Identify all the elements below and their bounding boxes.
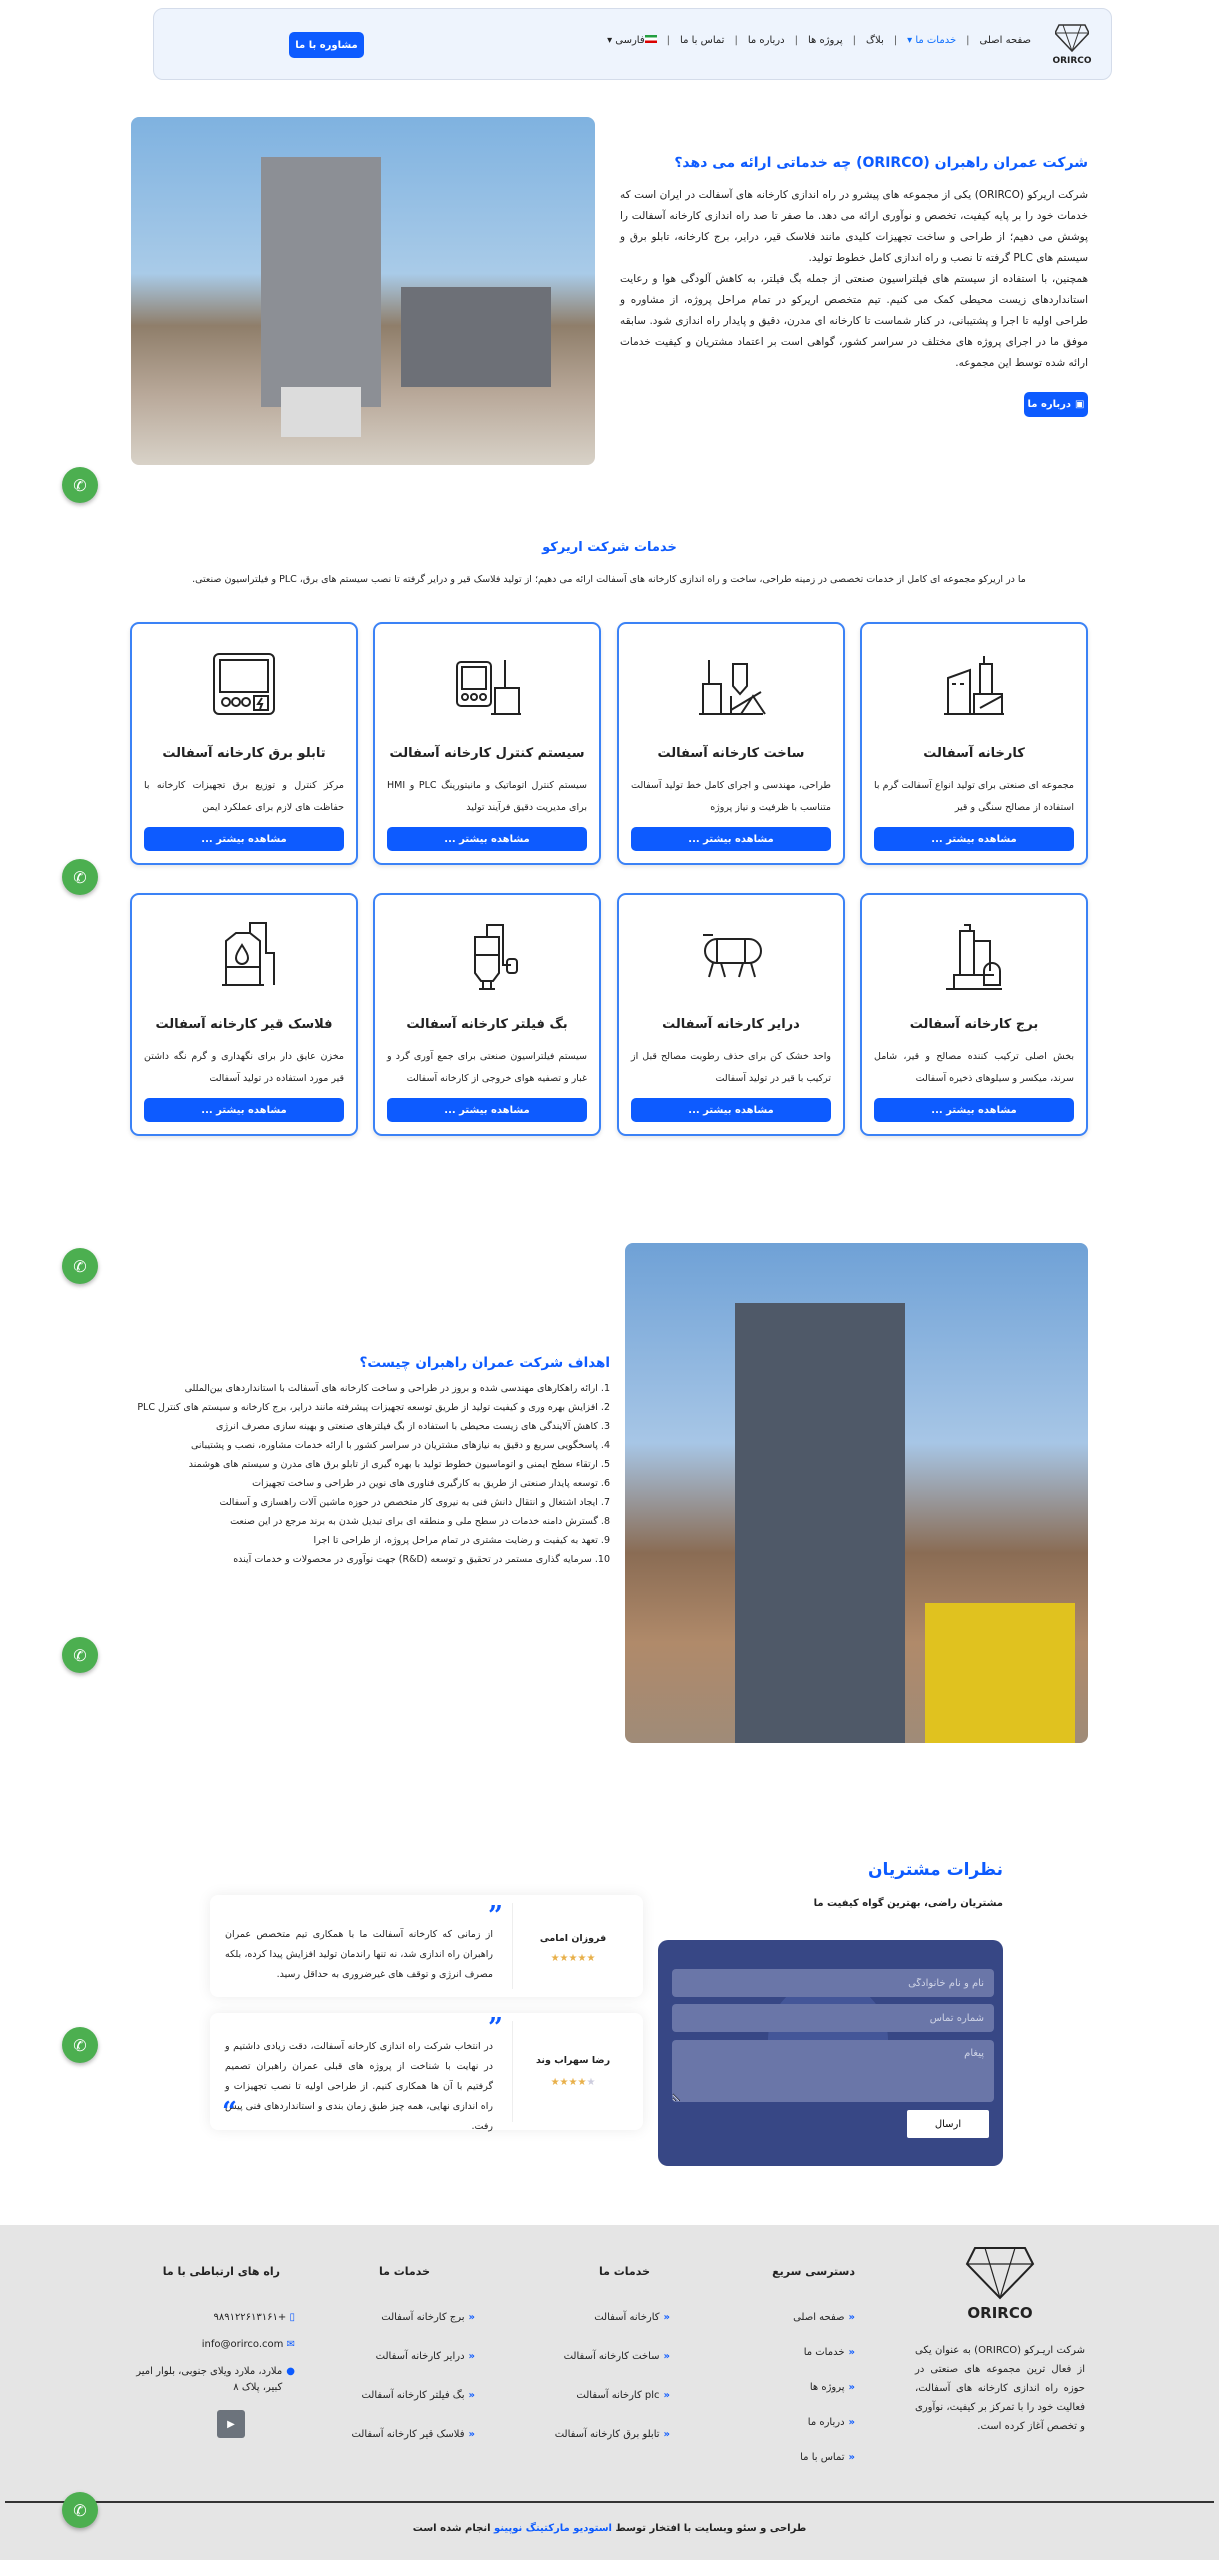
top-navbar [153,8,1112,80]
service-card [373,622,601,865]
read-more-button[interactable]: مشاهده بیشتر ... [387,1098,587,1122]
location-pin-icon: ● [286,2366,295,2377]
service-description: طراحی، مهندسی و اجرای کامل خط تولید آسفالت متناسب با ظرفیت و نیاز پروژه [631,780,831,813]
service-description: واحد خشک کن برای حذف رطوبت مصالح قبل از ترکیب با قیر در تولید آسفالت [631,1051,831,1084]
phone-icon: ✆ [73,2035,87,2055]
submit-button[interactable]: ارسال [907,2110,989,2138]
service-description: مخزن عایق دار برای نگهداری و گرم نگه داشتن قیر مورد استفاده در تولید آسفالت [144,1051,344,1084]
phone-icon: ✆ [73,2500,87,2520]
service-title: فلاسک قیر کارخانه آسفالت [155,1017,333,1032]
goal-item: 4. پاسخگویی سریع و دقیق به نیازهای مشتریان در سراسر کشور با ارائه خدمات مشاوره، نصب و پشتیبانی [191,1440,610,1451]
footer-link[interactable]: «صفحه اصلی [793,2312,855,2323]
name-input[interactable] [672,1969,994,1997]
nav-about[interactable]: درباره ما [747,35,785,46]
call-button[interactable] [62,1248,98,1284]
testimonials-subtitle: مشتریان راضی، بهترین گواه کیفیت ما [813,1898,1003,1909]
double-chevron-icon: « [663,2429,670,2440]
double-chevron-icon: « [468,2429,475,2440]
read-more-button[interactable]: مشاهده بیشتر ... [387,827,587,851]
double-chevron-icon: « [848,2452,855,2463]
service-title: ساخت کارخانه آسفالت [657,746,805,761]
double-chevron-icon: « [663,2351,670,2362]
service-card [860,893,1088,1136]
goal-item: 8. گسترش دامنه خدمات در سطح ملی و منطقه ای برای تبدیل شدن به برند مرجع در این صنعت [230,1516,610,1527]
footer-email[interactable]: ✉ info@orirco.com [201,2339,295,2350]
service-description: سیستم فیلتراسیون صنعتی برای جمع آوری گرد و غبار و تصفیه هوای خروجی از کارخانه آسفالت [387,1051,587,1084]
goal-item: 7. ایجاد اشتغال و انتقال دانش فنی به نیروی کار متخصص در حوزه ماشین آلات راهسازی و آسفالت [219,1497,610,1508]
call-button[interactable] [62,467,98,503]
goals-section [130,1355,610,1569]
phone-icon: ✆ [73,1256,87,1276]
footer [0,2225,1219,2560]
intro-title: شرکت عمران راهبران (ORIRCO) چه خدماتی ارائه می دهد؟ [674,155,1088,171]
read-more-button[interactable]: مشاهده بیشتر ... [144,827,344,851]
call-button[interactable] [62,2492,98,2528]
read-more-button[interactable]: مشاهده بیشتر ... [874,827,1074,851]
footer-phone[interactable]: ▯ +۹۸۹۱۲۲۶۱۳۱۶۱ [213,2312,295,2323]
testimonials-title: نظرات مشتریان [868,1860,1003,1880]
footer-about: شرکت اریـرکو (ORIRCO) به عنوان یکی از فعال ترین مجموعه های صنعتی در حوزه راه اندازی کارخانه های آسفالت، فعالیت خود را با تمرکز بر کیفیت، نوآوری و تخصص آغاز کرده است. [915,2345,1086,2432]
double-chevron-icon: « [848,2347,855,2358]
footer-logo: ORIRCO [955,2240,1045,2322]
tower-icon [934,915,1014,995]
contact-form [658,1940,1003,2166]
service-title: درایر کارخانه آسفالت [662,1017,800,1032]
diamond-logo-icon [1055,19,1089,53]
rating-stars: ★★★★★ [550,1953,596,1964]
reviewer-name: رضا سهراب وند [535,2055,611,2066]
nav-services[interactable]: خدمات ما ▾ [907,35,957,46]
service-card [617,893,845,1136]
mobile-icon: ▯ [289,2312,295,2323]
consult-button[interactable]: مشاوره با ما [289,32,364,58]
id-card-icon: ▣ [1075,399,1085,410]
double-chevron-icon: « [848,2382,855,2393]
quote-icon: ” [488,1901,503,1931]
footer-quick-links: دسترسی سریع «صفحه اصلی «خدمات ما «پروژه ها «درباره ما «تماس با ما [720,2265,855,2463]
phone-input[interactable] [672,2004,994,2032]
service-description: بخش اصلی ترکیب کننده مصالح و قیر، شامل سرند، میکسر و سیلوهای ذخیره آسفالت [874,1051,1074,1084]
footer-link[interactable]: «پروژه ها [809,2382,855,2393]
service-title: بگ فیلتر کارخانه آسفالت [406,1017,568,1032]
double-chevron-icon: « [848,2417,855,2428]
footer-link[interactable]: «تماس با ما [800,2452,855,2463]
read-more-button[interactable]: مشاهده بیشتر ... [631,827,831,851]
asphalt-plant-icon [934,644,1014,724]
testimonial-card [210,2013,643,2130]
goal-item: 5. ارتقاء سطح ایمنی و اتوماسیون خطوط تولید با بهره گیری از تابلو برق های مدرن و سیستم های هوشمند [188,1459,610,1470]
double-chevron-icon: « [468,2351,475,2362]
read-more-button[interactable]: مشاهده بیشتر ... [144,1098,344,1122]
phone-icon: ✆ [73,867,87,887]
plant-tower-photo [625,1243,1088,1743]
youtube-icon[interactable]: ▶ [217,2410,245,2438]
language-select[interactable]: فارسی ▾ [607,35,657,46]
quote-icon: “ [222,2097,237,2127]
footer-services-1: خدمات ما «کارخانه آسفالت «ساخت کارخانه آسفالت «plc کارخانه آسفالت «تابلو برق کارخانه آسفالت [520,2265,670,2440]
service-description: مجموعه ای صنعتی برای تولید انواع آسفالت گرم با استفاده از مصالح سنگی و قیر [874,780,1074,813]
service-title: تابلو برق کارخانه آسفالت [162,746,326,761]
footer-link[interactable]: «بگ فیلتر کارخانه آسفالت [361,2390,475,2401]
call-button[interactable] [62,1637,98,1673]
rating-stars: ★★★★★ [550,2077,596,2088]
testimonial-text: از زمانی که کارخانه آسفالت ما با همکاری تیم متخصص عمران راهبران راه اندازی شد، نه تنها راندمان تولید افزایش پیدا کرده، بلکه مصرف انرژی و توقف های غیرضروری به حداقل رسید. [225,1929,493,1980]
double-chevron-icon: « [663,2390,670,2401]
footer-divider [5,2501,1214,2503]
intro-paragraph-1: شرکت اریرکو (ORIRCO) یکی از مجموعه های پیشرو در راه اندازی کارخانه های آسفالت در ایران است که خدمات خود را بر پایه کیفیت، تخصص و نوآوری ارائه می دهد. ما صفر تا صد راه اندازی کارخانه آسفالت را پوشش می دهیم؛ از طراحی و ساخت تجهیزات کلیدی مانند فلاسک قیر، درایر، برج کارخانه، تابلو برق و سیستم های PLC گرفته تا نصب و راه اندازی کامل خطوط تولید. [620,189,1088,264]
footer-link[interactable]: «تابلو برق کارخانه آسفالت [554,2429,670,2440]
goals-list [130,1379,610,1569]
footer-address: ● ملارد، ملارد ویلای جنوبی، بلوار امیر کبیر، پلاک ۸ [135,2364,295,2396]
goal-item: 1. ارائه راهکارهای مهندسی شده و بروز در طراحی و ساخت کارخانه های آسفالت با استانداردهای بین‌المللی [184,1383,610,1394]
footer-link[interactable]: «خدمات ما [803,2347,855,2358]
nav-blog[interactable]: بلاگ [866,35,884,46]
services-title: خدمات شرکت اریرکو [542,540,677,555]
double-chevron-icon: « [468,2390,475,2401]
service-card [130,893,358,1136]
service-title: برج کارخانه آسفالت [909,1017,1039,1032]
goal-item: 3. کاهش آلایندگی های زیست محیطی با استفاده از بگ فیلترهای صنعتی و بهینه سازی مصرف انرژی [216,1421,610,1432]
footer-link[interactable]: «درایر کارخانه آسفالت [375,2351,475,2362]
goal-item: 2. افزایش بهره وری و کیفیت تولید از طریق توسعه تجهیزات پیشرفته مانند درایر، برج کارخانه و سیستم های کنترل PLC [137,1402,610,1413]
intro-paragraph-2: همچنین، با استفاده از سیستم های فیلتراسیون صنعتی از جمله بگ فیلتر، به کاهش آلودگی هوا و رعایت استانداردهای زیست محیطی کمک می کنیم. تیم متخصص اریرکو در تمام مراحل پروژه، از مشاوره و طراحی اولیه تا اجرا و پشتیبانی، در کنار شماست تا کارخانه ای مدرن، دقیق و پایدار راه اندازی شود. سابقه موفق ما در اجرای پروژه های مختلف در سراسر کشور، گواهی است بر اعتماد مشتریان و کیفیت خدمات ارائه شده توسط این مجموعه. [620,273,1088,369]
call-button[interactable] [62,859,98,895]
goal-item: 9. تعهد به کیفیت و رضایت مشتری در تمام مراحل پروژه، از طراحی تا اجرا [313,1535,610,1546]
footer-services-2: خدمات ما «برج کارخانه آسفالت «درایر کارخانه آسفالت «بگ فیلتر کارخانه آسفالت «فلاسک قیر کارخانه آسفالت [315,2265,475,2440]
testimonial-card [210,1895,643,1997]
footer-link[interactable]: «ساخت کارخانه آسفالت [563,2351,670,2362]
footer-contact: راه های ارتباطی با ما ▯ +۹۸۹۱۲۲۶۱۳۱۶۱ ✉ info@orirco.com ● ملارد، ملارد ویلای جنوبی، بلوار امیر کبیر، پلاک ۸ ▶ [135,2265,295,2438]
about-button[interactable]: ▣ درباره ما [1024,392,1088,417]
studio-link[interactable]: استودیو مارکتینگ نوپینو [494,2523,612,2534]
service-title: سیستم کنترل کارخانه آسفالت [389,746,585,761]
bitumen-tank-icon [204,915,284,995]
reviewer-name: فروزان امامی [539,1933,607,1944]
iran-flag-icon [645,35,657,43]
call-button[interactable] [62,2027,98,2063]
footer-link[interactable]: «برج کارخانه آسفالت [381,2312,475,2323]
nav-home[interactable]: صفحه اصلی [979,35,1031,46]
phone-icon: ✆ [73,475,87,495]
copyright: طراحی و سئو وبسایت با افتخار توسط استودیو مارکتینگ نوپینو انجام شده است [412,2523,807,2534]
footer-link[interactable]: «فلاسک قیر کارخانه آسفالت [351,2429,475,2440]
testimonial-text: در انتخاب شرکت راه اندازی کارخانه آسفالت، دقت زیادی داشتیم و در نهایت با شناخت از پروژه های قبلی عمران راهبران تصمیم گرفتیم با آن ها همکاری کنیم. از طراحی اولیه تا نصب تجهیزات و راه اندازی نهایی، همه چیز طبق زمان بندی و استانداردهای فنی پیش رفت. [225,2041,493,2132]
footer-link[interactable]: «کارخانه آسفالت [594,2312,670,2323]
bag-filter-icon [447,915,527,995]
intro-section [620,155,1088,417]
quote-icon: ” [488,2013,503,2043]
service-card [860,622,1088,865]
electrical-panel-icon [204,644,284,724]
double-chevron-icon: « [468,2312,475,2323]
goal-item: 10. سرمایه گذاری مستمر در تحقیق و توسعه (R&D) جهت نوآوری در محصولات و خدمات آینده [233,1554,610,1565]
read-more-button[interactable]: مشاهده بیشتر ... [874,1098,1074,1122]
services-subtitle: ما در اریرکو مجموعه ای کامل از خدمات تخصصی در زمینه طراحی، ساخت و راه اندازی کارخانه های آسفالت ارائه می دهیم؛ از تولید فلاسک قیر و درایر گرفته تا نصب سیستم های برق، PLC و فیلتراسیون صنعتی. [192,574,1026,585]
double-chevron-icon: « [663,2312,670,2323]
phone-icon: ✆ [73,1645,87,1665]
message-textarea[interactable] [672,2040,994,2102]
read-more-button[interactable]: مشاهده بیشتر ... [631,1098,831,1122]
control-system-icon [447,644,527,724]
service-description: سیستم کنترل اتوماتیک و مانیتورینگ PLC و HMI برای مدیریت دقیق فرآیند تولید [387,780,587,813]
service-card [373,893,601,1136]
diamond-logo-icon [965,2240,1035,2300]
nav-contact[interactable]: تماس با ما [680,35,725,46]
goal-item: 6. توسعه پایدار صنعتی از طریق به کارگیری فناوری های نوین در طراحی و ساخت تجهیزات [252,1478,610,1489]
mail-icon: ✉ [286,2339,295,2350]
service-card [617,622,845,865]
logo[interactable]: ORIRCO [1047,19,1097,71]
dryer-drum-icon [691,915,771,995]
factory-construction-icon [691,644,771,724]
footer-link[interactable]: «درباره ما [807,2417,855,2428]
service-description: مرکز کنترل و توزیع برق تجهیزات کارخانه با حفاظت های لازم برای عملکرد ایمن [144,780,344,813]
double-chevron-icon: « [848,2312,855,2323]
footer-link[interactable]: «plc کارخانه آسفالت [576,2390,670,2401]
main-menu: صفحه اصلی | خدمات ما ▾ | بلاگ | پروژه ها | درباره ما | تماس با ما | فارسی ▾ [607,35,1031,46]
nav-projects[interactable]: پروژه ها [807,35,843,46]
asphalt-plant-photo [131,117,595,465]
service-title: کارخانه آسفالت [923,746,1025,761]
goals-title: اهداف شرکت عمران راهبران چیست؟ [359,1355,610,1371]
service-card [130,622,358,865]
